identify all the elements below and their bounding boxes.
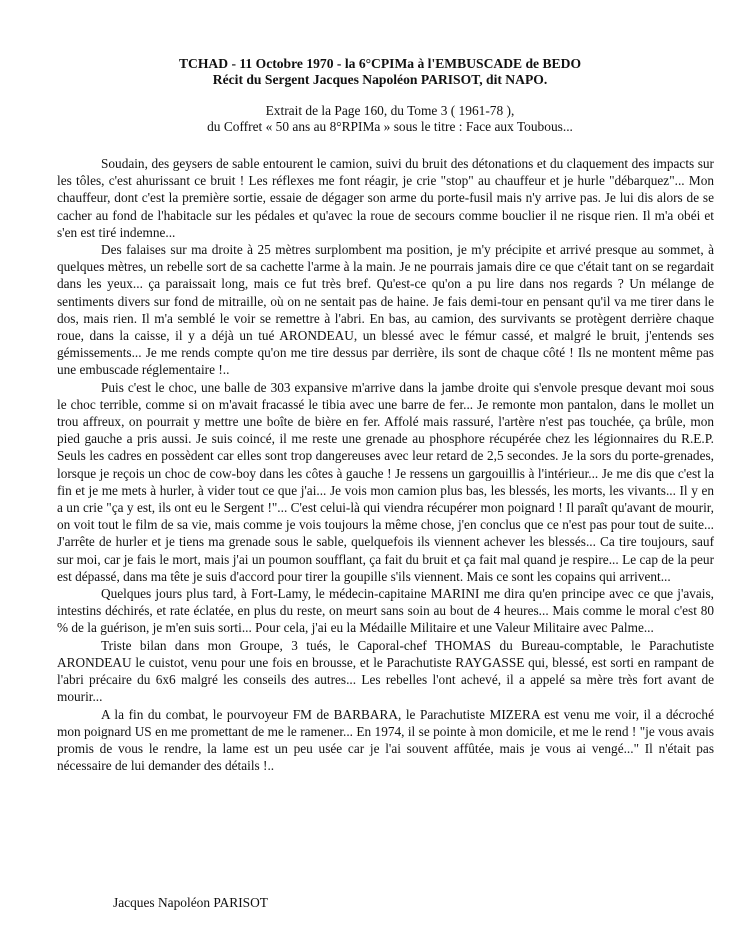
title-line-1: TCHAD - 11 Octobre 1970 - la 6°CPIMa à l'EMBUSCADE de BEDO: [178, 56, 582, 71]
paragraph-2: Des falaises sur ma droite à 25 mètres surplombent ma position, je m'y précipite et arrivé presque au sommet, à quelques mètres, un rebelle sort de sa cachette l'arme à la main. Je ne pourrais jamais dire ce que c'était tant on se regardait dans les yeux... ça paraissait long, mais ce fut très bref. Qu'est-ce qu'on a pu lire dans nos regards ? Un mélange de sentiments divers sur fond de mitraille, où on ne sentait pas de haine. Je fais demi-tour en pensant qu'il va me tirer dans le dos, mais rien. Il m'a semblé le voir se remettre à l'abri. En bas, au camion, des survivants se protègent derrière chaque roue, dans la caisse, il y a déjà un tué ARONDEAU, un blessé avec le fémur cassé, et malgré le bruit, j'entends ses gémissements... Je me rends compte qu'on me tire dessus par derrière, ils sont de chaque côté ! Ils ne montent même pas une embuscade réglementaire !..: [57, 242, 714, 378]
extract-reference: [110, 103, 670, 135]
extract-line-1: Extrait de la Page 160, du Tome 3 ( 1961-78 ),: [265, 103, 515, 118]
paragraph-5: Triste bilan dans mon Groupe, 3 tués, le Caporal-chef THOMAS du Bureau-comptable, le Parachutiste ARONDEAU le cuistot, venu pour une fois en brousse, et le Parachutiste RAYGASSE qui, blessé, est sorti en rampant de l'abri précaire du 6x6 malgré les conseils des autres... Les rebelles l'ont achevé, il a appelé sa mère très fort avant de mourir...: [57, 637, 714, 705]
author-signature: Jacques Napoléon PARISOT: [113, 895, 268, 910]
paragraph-4: Quelques jours plus tard, à Fort-Lamy, le médecin-capitaine MARINI me dira qu'en principe avec ce que j'avais, intestins déchirés, et rate éclatée, en plus du reste, on meurt sans soin au bout de 4 heures... Mais comme le moral c'est 80 % de la guérison, je m'en suis sorti... Pour cela, j'ai eu la Médaille Militaire et une Valeur Militaire avec Palme...: [57, 586, 714, 636]
paragraph-3: Puis c'est le choc, une balle de 303 expansive m'arrive dans la jambe droite qui s'envole presque devant moi sous le choc terrible, comme si on m'avait fracassé le tibia avec une barre de fer... Je remonte mon pantalon, dans le mollet un trou affreux, on pourrait y mettre une boîte de bière en fer. Affolé mais rassuré, l'artère n'est pas touchée, ça brûle, mon pied gauche a pris aussi. Je suis coincé, il me reste une grenade au phosphore récupérée chez les légionnaires du R.E.P. Seuls les cadres en possèdent car elles sont trop dangereuses avec leur retard de 2,5 secondes. Je la sors du porte-grenades, lorsque je reçois un choc de cow-boy dans les côtes à gauche ! Je ressens un gargouillis à l'intérieur... Je me dis que c'est la fin et je me mets à hurler, à vider tout ce que j'ai... Je vois mon camion plus bas, les blessés, les morts, les vivants... Il y en a un crie "ça y est, ils ont eu le Sergent !"... C'est celui-là qui viendra récupérer mon poignard ! Il paraît qu'avant de mourir, on voit tout le film de sa vie, mais comme je vois toujours la même chose, j'en conclus que ce n'est pas pour tout de suite... J'arrête de hurler et je tiens ma grenade sous le sable, quelquefois ils viennent achever les blessés... Ca tire toujours, sauf sur moi, car je fais le mort, mais j'ai un poumon soufflant, ça fait du bruit et ça fait mal quand je respire... Le cap de la peur est dépassé, dans ma tête je suis d'accord pour tirer la goupille s'ils viennent. Mais ce sont les copains qui arrivent...: [57, 379, 714, 584]
story-body: [57, 155, 714, 774]
document-title: [100, 56, 660, 88]
title-line-2: Récit du Sergent Jacques Napoléon PARISOT, dit NAPO.: [212, 72, 548, 87]
paragraph-6: A la fin du combat, le pourvoyeur FM de BARBARA, le Parachutiste MIZERA est venu me voir, il a décroché mon poignard US en me promettant de me le ramener... En 1974, il se pointe à mon domicile, et me le rend ! "je vous avais promis de vous le rendre, la lame est un peu usée car je l'ai souvent affûtée, mais je vous ai vengé..." Il n'était pas nécessaire de lui demander des détails !..: [57, 706, 714, 774]
paragraph-1: Soudain, des geysers de sable entourent le camion, suivi du bruit des détonations et du claquement des impacts sur les tôles, c'est ahurissant ce bruit ! Les réflexes me font réagir, je crie "stop" au chauffeur et je hurle "débarquez"... Mon chauffeur, dont c'est la première sortie, essaie de dégager son arme du porte-fusil mais n'y arrive pas. Je lui dis alors de se cacher au fond de l'habitacle sur les pédales et qu'avec la roue de secours comme bouclier il ne risque rien. Il m'a obéi et s'en est tiré indemne...: [57, 156, 714, 240]
extract-line-2: du Coffret « 50 ans au 8°RPIMa » sous le titre : Face aux Toubous...: [207, 119, 573, 134]
